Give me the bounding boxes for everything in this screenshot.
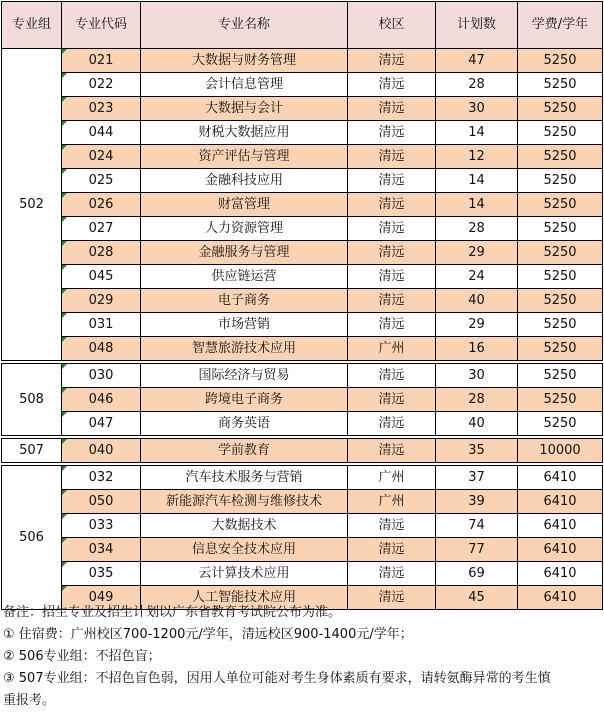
header-code: 专业代码 <box>62 2 141 49</box>
plan-cell: 30 <box>436 364 518 388</box>
name-cell: 商务英语 <box>141 412 348 436</box>
fee-cell: 5250 <box>518 49 603 73</box>
header-group: 专业组 <box>2 2 62 49</box>
table-row <box>2 97 603 121</box>
campus-cell: 清远 <box>348 586 436 610</box>
table-row <box>2 364 603 388</box>
code-cell: 049 <box>62 586 141 610</box>
header-campus: 校区 <box>348 2 436 49</box>
name-cell: 云计算技术应用 <box>141 562 348 586</box>
plan-cell: 45 <box>436 586 518 610</box>
campus-cell: 清远 <box>348 562 436 586</box>
campus-cell: 清远 <box>348 313 436 337</box>
code-cell: 029 <box>62 289 141 313</box>
fee-cell: 6410 <box>518 562 603 586</box>
name-cell: 人工智能技术应用 <box>141 586 348 610</box>
code-cell: 027 <box>62 217 141 241</box>
fee-cell: 5250 <box>518 193 603 217</box>
name-cell: 大数据技术 <box>141 514 348 538</box>
note-line: ① 住宿费：广州校区700-1200元/学年，清远校区900-1400元/学年； <box>3 627 413 642</box>
plan-cell: 37 <box>436 466 518 490</box>
notes-section <box>1 602 602 712</box>
fee-cell: 5250 <box>518 388 603 412</box>
campus-cell: 清远 <box>348 49 436 73</box>
name-cell: 资产评估与管理 <box>141 145 348 169</box>
plan-cell: 30 <box>436 97 518 121</box>
code-cell: 050 <box>62 490 141 514</box>
campus-cell: 清远 <box>348 121 436 145</box>
plan-cell: 29 <box>436 241 518 265</box>
name-cell: 国际经济与贸易 <box>141 364 348 388</box>
plan-cell: 14 <box>436 169 518 193</box>
campus-cell: 清远 <box>348 241 436 265</box>
fee-cell: 5250 <box>518 73 603 97</box>
name-cell: 新能源汽车检测与维修技术 <box>141 490 348 514</box>
name-cell: 电子商务 <box>141 289 348 313</box>
table-row <box>2 562 603 586</box>
plan-cell: 28 <box>436 217 518 241</box>
plan-cell: 39 <box>436 490 518 514</box>
campus-cell: 清远 <box>348 364 436 388</box>
name-cell: 跨境电子商务 <box>141 388 348 412</box>
note-line: ③ 507专业组：不招色盲色弱，因用人单位可能对考生身体素质有要求，请转氨酶异常的考生慎 <box>3 671 551 686</box>
plan-cell: 40 <box>436 412 518 436</box>
fee-cell: 5250 <box>518 169 603 193</box>
fee-cell: 5250 <box>518 241 603 265</box>
table-row <box>2 466 603 490</box>
code-cell: 024 <box>62 145 141 169</box>
plan-cell: 29 <box>436 313 518 337</box>
code-cell: 022 <box>62 73 141 97</box>
table-row <box>2 169 603 193</box>
name-cell: 会计信息管理 <box>141 73 348 97</box>
fee-cell: 6410 <box>518 538 603 562</box>
table-row <box>2 439 603 463</box>
name-cell: 供应链运营 <box>141 265 348 289</box>
name-cell: 大数据与会计 <box>141 97 348 121</box>
table-row <box>2 337 603 361</box>
plan-cell: 16 <box>436 337 518 361</box>
code-cell: 026 <box>62 193 141 217</box>
note-line: 备注：招生专业及招生计划以广东省教育考试院公布为准。 <box>3 605 342 620</box>
code-cell: 048 <box>62 337 141 361</box>
campus-cell: 清远 <box>348 97 436 121</box>
code-cell: 035 <box>62 562 141 586</box>
plan-cell: 24 <box>436 265 518 289</box>
plan-cell: 14 <box>436 121 518 145</box>
code-cell: 021 <box>62 49 141 73</box>
fee-cell: 6410 <box>518 466 603 490</box>
fee-cell: 6410 <box>518 586 603 610</box>
table-row <box>2 313 603 337</box>
plan-cell: 40 <box>436 289 518 313</box>
fee-cell: 5250 <box>518 145 603 169</box>
table-row <box>2 121 603 145</box>
note-line: 重报考。 <box>3 693 56 708</box>
fee-cell: 10000 <box>518 439 603 463</box>
enrollment-plan-table <box>1 1 603 610</box>
plan-cell: 14 <box>436 193 518 217</box>
fee-cell: 5250 <box>518 265 603 289</box>
fee-cell: 6410 <box>518 490 603 514</box>
group-cell: 507 <box>2 439 62 463</box>
table-row <box>2 217 603 241</box>
code-cell: 023 <box>62 97 141 121</box>
fee-cell: 5250 <box>518 121 603 145</box>
name-cell: 汽车技术服务与营销 <box>141 466 348 490</box>
table-row <box>2 145 603 169</box>
header-plan: 计划数 <box>436 2 518 49</box>
campus-cell: 清远 <box>348 514 436 538</box>
code-cell: 030 <box>62 364 141 388</box>
campus-cell: 广州 <box>348 466 436 490</box>
campus-cell: 广州 <box>348 337 436 361</box>
code-cell: 031 <box>62 313 141 337</box>
code-cell: 046 <box>62 388 141 412</box>
plan-cell: 74 <box>436 514 518 538</box>
table-row <box>2 73 603 97</box>
fee-cell: 6410 <box>518 514 603 538</box>
fee-cell: 5250 <box>518 217 603 241</box>
campus-cell: 广州 <box>348 490 436 514</box>
header-name: 专业名称 <box>141 2 348 49</box>
table-row <box>2 538 603 562</box>
plan-cell: 77 <box>436 538 518 562</box>
code-cell: 034 <box>62 538 141 562</box>
table-row <box>2 388 603 412</box>
code-cell: 025 <box>62 169 141 193</box>
fee-cell: 5250 <box>518 289 603 313</box>
table-header-row <box>2 2 603 49</box>
fee-cell: 5250 <box>518 97 603 121</box>
campus-cell: 清远 <box>348 145 436 169</box>
table-row <box>2 241 603 265</box>
table-body <box>2 49 603 610</box>
group-cell: 508 <box>2 364 62 436</box>
code-cell: 040 <box>62 439 141 463</box>
name-cell: 金融服务与管理 <box>141 241 348 265</box>
campus-cell: 清远 <box>348 217 436 241</box>
campus-cell: 清远 <box>348 538 436 562</box>
table-row <box>2 412 603 436</box>
plan-cell: 28 <box>436 73 518 97</box>
plan-cell: 69 <box>436 562 518 586</box>
name-cell: 金融科技应用 <box>141 169 348 193</box>
campus-cell: 清远 <box>348 73 436 97</box>
code-cell: 032 <box>62 466 141 490</box>
table-row <box>2 490 603 514</box>
group-cell: 502 <box>2 49 62 361</box>
table-row <box>2 49 603 73</box>
table-row <box>2 514 603 538</box>
code-cell: 028 <box>62 241 141 265</box>
table-row <box>2 193 603 217</box>
campus-cell: 清远 <box>348 169 436 193</box>
name-cell: 财富管理 <box>141 193 348 217</box>
plan-cell: 28 <box>436 388 518 412</box>
name-cell: 财税大数据应用 <box>141 121 348 145</box>
name-cell: 智慧旅游技术应用 <box>141 337 348 361</box>
code-cell: 047 <box>62 412 141 436</box>
code-cell: 033 <box>62 514 141 538</box>
table-row <box>2 265 603 289</box>
group-cell: 506 <box>2 466 62 610</box>
table-row <box>2 289 603 313</box>
code-cell: 044 <box>62 121 141 145</box>
campus-cell: 清远 <box>348 412 436 436</box>
note-line: ② 506专业组：不招色盲； <box>3 649 161 664</box>
name-cell: 人力资源管理 <box>141 217 348 241</box>
campus-cell: 清远 <box>348 388 436 412</box>
fee-cell: 5250 <box>518 313 603 337</box>
name-cell: 学前教育 <box>141 439 348 463</box>
code-cell: 045 <box>62 265 141 289</box>
plan-cell: 12 <box>436 145 518 169</box>
campus-cell: 清远 <box>348 265 436 289</box>
campus-cell: 清远 <box>348 193 436 217</box>
name-cell: 信息安全技术应用 <box>141 538 348 562</box>
header-fee: 学费/学年 <box>518 2 603 49</box>
campus-cell: 清远 <box>348 439 436 463</box>
name-cell: 大数据与财务管理 <box>141 49 348 73</box>
fee-cell: 5250 <box>518 412 603 436</box>
fee-cell: 5250 <box>518 364 603 388</box>
name-cell: 市场营销 <box>141 313 348 337</box>
plan-cell: 47 <box>436 49 518 73</box>
plan-cell: 35 <box>436 439 518 463</box>
campus-cell: 清远 <box>348 289 436 313</box>
fee-cell: 5250 <box>518 337 603 361</box>
